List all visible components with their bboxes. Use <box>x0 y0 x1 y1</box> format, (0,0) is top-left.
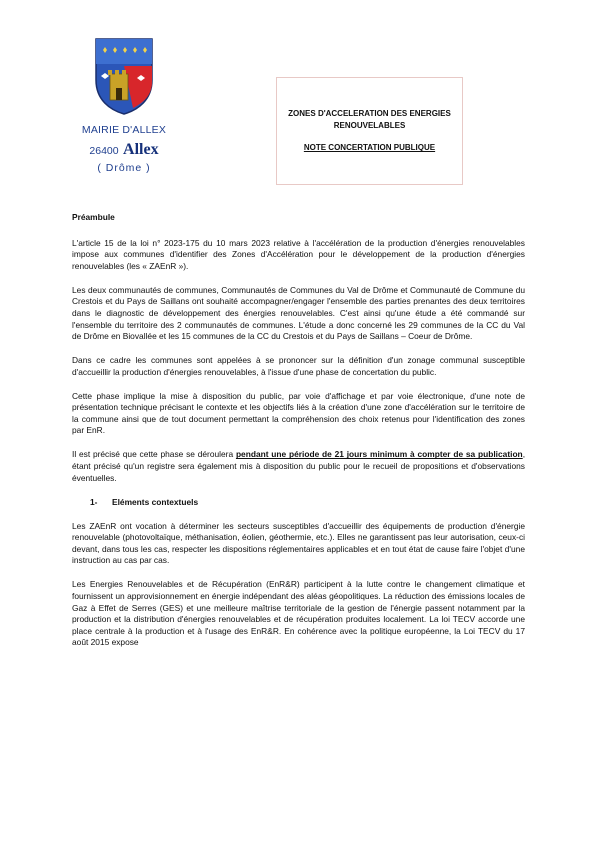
section-number: 1- <box>90 496 98 507</box>
paragraph-communities: Les deux communautés de communes, Communautés de Communes du Val de Drôme et Communauté de Commune du Crestois et du Pays de Saillans ont souhaité accompagner/engager l'ensemble des parties prenantes des deux territoires dans le diagnostic de développement des énergies renouvelables. C'est ainsi qu'une étude a été commandé sur l'ensemble du territoire des 2 communautés de communes. L'étude a donc concerné les 29 communes de la CC du Val de Drôme en Biovallée et les 15 communes de la CC du Crestois et du Pays de Saillans – Coeur de Drôme. <box>72 284 525 342</box>
duration-highlight: pendant une période de 21 jours minimum à compter de sa publication <box>235 449 523 460</box>
town-name: Allex <box>123 141 159 159</box>
paragraph-enr-context: Les Energies Renouvelables et de Récupération (EnR&R) participent à la lutte contre le changement climatique et fournissent un approvisionnement en énergie indépendant des aléas géopolitiques. La réduction des émissions locales de Gaz à Effet de Serres (GES) et une meilleure maîtrise territoriale de la gestion de l'énergie passent notamment par la production et la distribution d'énergies renouvelables et de récupération produites localement. La loi TECV accorde une place centrale à la production et à l'usage des EnR&R. En cohérence avec la politique européenne, la Loi TECV du 17 août 2015 expose <box>72 579 525 648</box>
section-title: Eléments contextuels <box>112 496 199 507</box>
paragraph-duration <box>72 449 525 484</box>
postal-code: 26400 <box>89 145 119 158</box>
paragraph-consultation: Dans ce cadre les communes sont appelées à se prononcer sur la définition d'un zonage communal susceptible d'accueillir la production d'énergies renouvelables, à l'issue d'une phase de concertation du public. <box>72 355 525 377</box>
department-label: ( Drôme ) <box>97 162 151 175</box>
coat-of-arms-logo <box>93 36 155 116</box>
paragraph-public-disclosure: Cette phase implique la mise à disposition du public, par voie d'affichage et par voie électronique, d'une note de présentation technique précisant le contexte et les objectifs liés à la création d'une zone d'accélération sur le territoire de la commune ainsi que de tout document permettant la compréhension des choix retenus pour l'identification des zones par EnR. <box>72 390 525 436</box>
document-body <box>72 212 525 661</box>
town-line <box>70 140 178 160</box>
mairie-label: MAIRIE D'ALLEX <box>81 124 167 136</box>
document-title: ZONES D'ACCELERATION DES ENERGIES RENOUVELABLES <box>288 109 451 130</box>
section-heading-context <box>90 497 525 509</box>
document-title-box <box>276 77 463 185</box>
document-subtitle: NOTE CONCERTATION PUBLIQUE <box>303 143 436 153</box>
duration-text-end: , étant précisé qu'un registre sera également mis à disposition du public pour le recueil de propositions et d'observations éventuelles. <box>72 449 526 483</box>
mairie-address-block <box>70 124 178 175</box>
paragraph-zaenr-purpose: Les ZAEnR ont vocation à déterminer les secteurs susceptibles d'accueillir des équipements de production d'énergie renouvelable (photovoltaïque, méthanisation, éolien, géothermie, etc.). Elles ne garantissent pas leur autorisation, ceux-ci devant, dans tous les cas, respecter les dispositions réglementaires applicables et en tout état de cause faire l'objet d'une instruction au cas par cas. <box>72 520 525 566</box>
paragraph-legal-basis: L'article 15 de la loi n° 2023-175 du 10 mars 2023 relative à l'accélération de la production d'énergies renouvelables impose aux communes d'identifier des Zones d'Accélération pour le développement de la production d'énergies renouvelables (les « ZAEnR »). <box>72 237 525 271</box>
preamble-heading: Préambule <box>72 212 115 222</box>
duration-text-start: Il est précisé que cette phase se déroulera <box>72 449 236 460</box>
